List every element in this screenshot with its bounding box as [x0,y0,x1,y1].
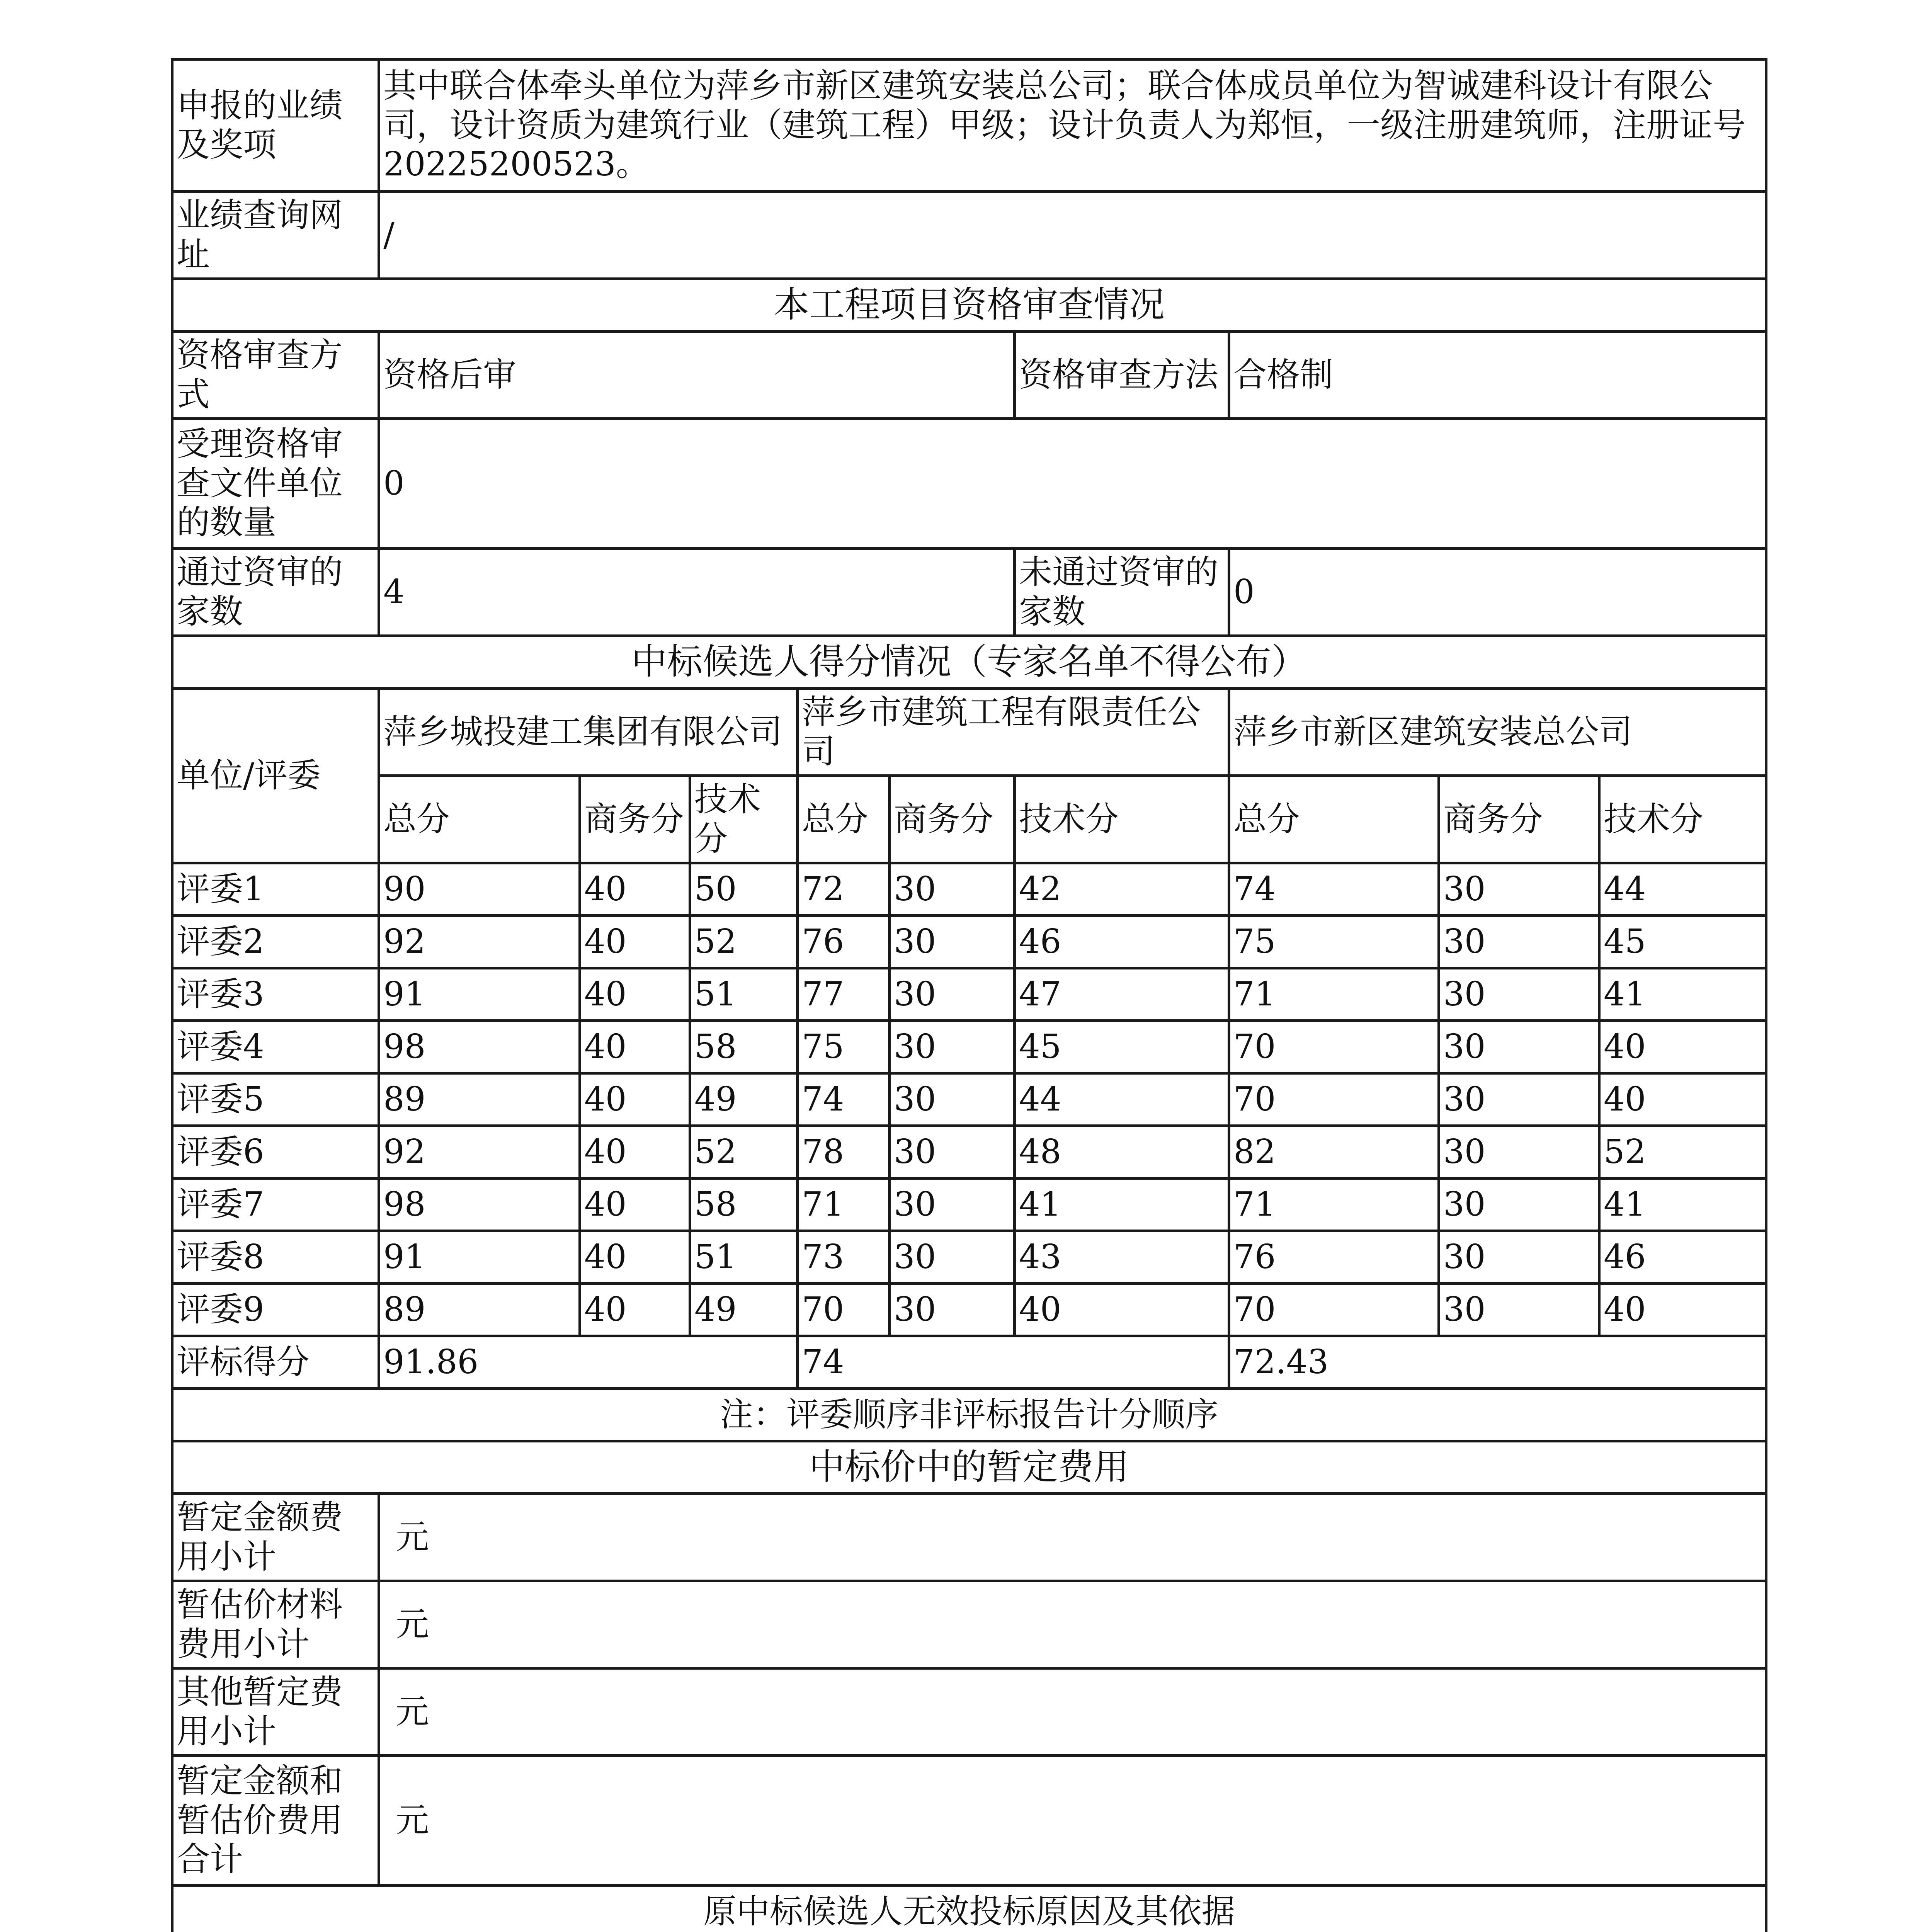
score-cell: 30 [1439,1231,1599,1284]
query-url-value: / [379,192,1766,279]
score-cell: 40 [580,1126,690,1179]
judge-label: 评委6 [172,1126,379,1179]
col-total-2: 总分 [798,776,890,863]
score-cell: 74 [1229,863,1439,916]
score-cell: 47 [1015,968,1229,1021]
score-row [172,1073,1766,1126]
score-cell: 40 [580,1021,690,1073]
score-cell: 50 [690,863,798,916]
score-cell: 52 [690,1126,798,1179]
score-cell: 71 [798,1179,890,1231]
failed-count-label: 未通过资审的家数 [1015,549,1229,636]
score-cell: 40 [580,1179,690,1231]
passed-count-value: 4 [379,549,1015,636]
score-cell: 40 [580,916,690,968]
company-1-name: 萍乡城投建工集团有限公司 [379,689,798,776]
company-2-name: 萍乡市建筑工程有限责任公司 [798,689,1229,776]
score-cell: 45 [1015,1021,1229,1073]
score-row [172,968,1766,1021]
score-cell: 30 [890,1179,1015,1231]
review-mode-value: 资格后审 [379,332,1015,419]
score-cell: 51 [690,1231,798,1284]
score-row [172,863,1766,916]
score-cell: 72 [798,863,890,916]
score-cell: 51 [690,968,798,1021]
score-cell: 30 [890,1126,1015,1179]
score-cell: 91 [379,1231,580,1284]
judge-label: 评委4 [172,1021,379,1073]
judge-label: 评委5 [172,1073,379,1126]
score-cell: 30 [890,1284,1015,1336]
judge-label: 评委7 [172,1179,379,1231]
provisional-label: 其他暂定费用小计 [172,1668,379,1756]
provisional-label: 暂估价材料费用小计 [172,1581,379,1668]
score-cell: 40 [580,1231,690,1284]
col-business-3: 商务分 [1439,776,1599,863]
accepted-count-value: 0 [379,419,1766,549]
score-cell: 58 [690,1021,798,1073]
score-cell: 30 [1439,1021,1599,1073]
col-tech-2: 技术分 [1015,776,1229,863]
score-cell: 49 [690,1073,798,1126]
final-score-label: 评标得分 [172,1336,379,1389]
score-cell: 30 [890,916,1015,968]
review-method-label: 资格审查方法 [1015,332,1229,419]
provisional-value: 元 [379,1581,1766,1668]
score-row [172,1126,1766,1179]
score-cell: 30 [1439,1179,1599,1231]
scores-title: 中标候选人得分情况（专家名单不得公布） [172,636,1766,689]
score-cell: 78 [798,1126,890,1179]
achievement-text: 其中联合体牵头单位为萍乡市新区建筑安装总公司；联合体成员单位为智诚建科设计有限公司，设计资质为建筑行业（建筑工程）甲级；设计负责人为郑恒，一级注册建筑师，注册证号20225200523。 [379,60,1766,192]
review-mode-label: 资格审查方式 [172,332,379,419]
score-cell: 48 [1015,1126,1229,1179]
score-cell: 98 [379,1179,580,1231]
score-cell: 41 [1599,968,1766,1021]
review-method-value: 合格制 [1229,332,1766,419]
score-cell: 49 [690,1284,798,1336]
score-cell: 41 [1599,1179,1766,1231]
score-cell: 91 [379,968,580,1021]
score-cell: 52 [1599,1126,1766,1179]
col-business-1: 商务分 [580,776,690,863]
score-cell: 98 [379,1021,580,1073]
score-cell: 30 [890,968,1015,1021]
provisional-label: 暂定金额费用小计 [172,1494,379,1581]
provisional-title: 中标价中的暂定费用 [172,1441,1766,1494]
score-cell: 46 [1599,1231,1766,1284]
provisional-label: 暂定金额和暂估价费用合计 [172,1756,379,1886]
achievement-label: 申报的业绩及奖项 [172,60,379,192]
score-cell: 30 [1439,916,1599,968]
col-tech-3: 技术分 [1599,776,1766,863]
score-cell: 75 [798,1021,890,1073]
score-cell: 70 [1229,1021,1439,1073]
judge-label: 评委3 [172,968,379,1021]
company-3-name: 萍乡市新区建筑安装总公司 [1229,689,1766,776]
score-cell: 74 [798,1073,890,1126]
score-cell: 58 [690,1179,798,1231]
score-row [172,1284,1766,1336]
score-cell: 40 [1015,1284,1229,1336]
score-cell: 70 [1229,1284,1439,1336]
score-cell: 30 [1439,1073,1599,1126]
score-cell: 71 [1229,1179,1439,1231]
query-url-label: 业绩查询网址 [172,192,379,279]
score-cell: 30 [890,1231,1015,1284]
score-cell: 40 [1599,1073,1766,1126]
accepted-count-label: 受理资格审查文件单位的数量 [172,419,379,549]
col-total-3: 总分 [1229,776,1439,863]
score-row [172,1021,1766,1073]
judge-label: 评委1 [172,863,379,916]
score-cell: 43 [1015,1231,1229,1284]
score-cell: 30 [1439,968,1599,1021]
score-cell: 41 [1015,1179,1229,1231]
score-cell: 75 [1229,916,1439,968]
score-cell: 44 [1599,863,1766,916]
score-cell: 40 [1599,1284,1766,1336]
score-cell: 40 [1599,1021,1766,1073]
final-score-company-3: 72.43 [1229,1336,1766,1389]
score-cell: 70 [798,1284,890,1336]
judge-label: 评委8 [172,1231,379,1284]
score-cell: 82 [1229,1126,1439,1179]
score-cell: 40 [580,863,690,916]
score-row [172,1179,1766,1231]
provisional-value: 元 [379,1756,1766,1886]
score-cell: 30 [890,1021,1015,1073]
judge-order-note: 注：评委顺序非评标报告计分顺序 [172,1389,1766,1441]
score-cell: 89 [379,1284,580,1336]
provisional-value: 元 [379,1668,1766,1756]
col-business-2: 商务分 [890,776,1015,863]
invalid-bid-title: 原中标候选人无效投标原因及其依据 [172,1886,1766,1932]
score-cell: 77 [798,968,890,1021]
score-row [172,1231,1766,1284]
score-cell: 52 [690,916,798,968]
score-cell: 40 [580,968,690,1021]
col-tech-1: 技术分 [690,776,798,863]
failed-count-value: 0 [1229,549,1766,636]
score-row [172,916,1766,968]
score-cell: 30 [1439,1126,1599,1179]
final-score-company-1: 91.86 [379,1336,798,1389]
qualification-title: 本工程项目资格审查情况 [172,279,1766,332]
score-cell: 76 [1229,1231,1439,1284]
score-cell: 30 [890,863,1015,916]
score-cell: 45 [1599,916,1766,968]
score-cell: 71 [1229,968,1439,1021]
score-cell: 30 [890,1073,1015,1126]
col-total-1: 总分 [379,776,580,863]
score-cell: 30 [1439,863,1599,916]
score-cell: 40 [580,1073,690,1126]
judge-label: 评委2 [172,916,379,968]
score-cell: 92 [379,916,580,968]
score-cell: 42 [1015,863,1229,916]
score-cell: 30 [1439,1284,1599,1336]
score-cell: 92 [379,1126,580,1179]
provisional-value: 元 [379,1494,1766,1581]
judge-label: 评委9 [172,1284,379,1336]
score-cell: 40 [580,1284,690,1336]
score-cell: 76 [798,916,890,968]
score-cell: 46 [1015,916,1229,968]
score-cell: 44 [1015,1073,1229,1126]
score-cell: 70 [1229,1073,1439,1126]
score-cell: 90 [379,863,580,916]
announcement-table [171,58,1767,1932]
score-cell: 73 [798,1231,890,1284]
unit-judge-label: 单位/评委 [172,689,379,863]
passed-count-label: 通过资审的家数 [172,549,379,636]
score-cell: 89 [379,1073,580,1126]
final-score-company-2: 74 [798,1336,1229,1389]
